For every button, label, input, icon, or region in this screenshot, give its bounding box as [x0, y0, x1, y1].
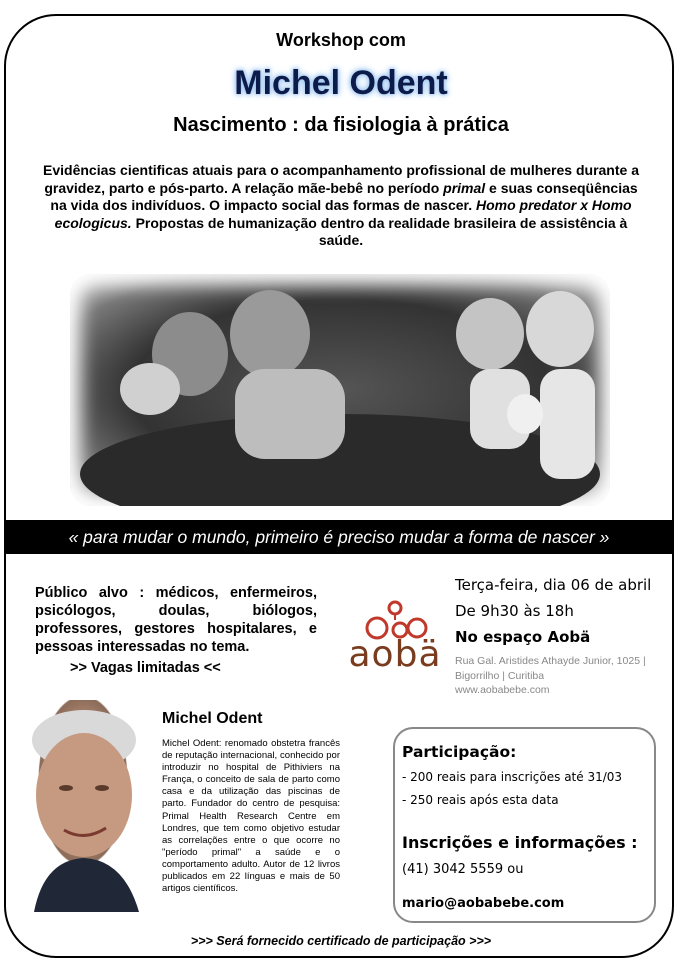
phone-number[interactable]: (41) 3042 5559 ou: [402, 862, 524, 877]
page-title: Michel Odent: [234, 64, 448, 102]
birth-photo: [70, 274, 610, 506]
intro-italic-1: primal: [443, 179, 486, 196]
bio-name: Michel Odent: [162, 710, 263, 727]
pre-title: Workshop com: [276, 30, 406, 50]
intro-paragraph: [36, 162, 646, 250]
event-date: Terça-feira, dia 06 de abril: [455, 576, 652, 594]
intro-text-2: e suas conseqüências na vida dos indivíduos. O impacto social das formas de nascer.: [50, 179, 638, 213]
target-audience: Público alvo : médicos, enfermeiros, psicólogos, doulas, biólogos, professores, gestores hospitalares, e pessoas interessadas no tema.: [35, 585, 317, 655]
certificate-note: >>> Será fornecido certificado de participação >>>: [190, 934, 492, 948]
intro-italic-2: Homo predator x Homo ecologicus.: [54, 197, 632, 231]
birth-photo-illustration: [70, 274, 610, 506]
event-venue: No espaço Aobä: [455, 628, 591, 646]
quote-banner: « para mudar o mundo, primeiro é preciso mudar a forma de nascer »: [6, 520, 672, 554]
bio-text: Michel Odent: renomado obstetra francês de reputação internacional, conhecido por introduzir no hospital de Pithiviers na França, o conceito de sala de parto como casa e da utilização das piscinas de parto. Fundador do centro de pesquisa: Primal Health Research Centre em Londres, que tem como objetivo estudar as correlações entre o que ocorre no "período primal" a saúde e o comportamento adulto. Autor de 12 livros publicados em 22 línguas e mais de 50 artigos científicos.: [162, 738, 340, 895]
portrait-illustration: [14, 700, 152, 912]
aoba-logo-text: aobä: [348, 634, 442, 675]
intro-text-3: Propostas de humanização dentro da realidade brasileira de assistência à saúde.: [131, 214, 628, 248]
info-heading: Inscrições e informações :: [402, 833, 638, 852]
participation-heading: Participação:: [402, 743, 517, 761]
aoba-logo: [345, 598, 445, 676]
intro-text-1: Evidências cientificas atuais para o acompanhamento profissional de mulheres durante a gravidez, parto e pós-parto. A relação mãe-bebê no período: [43, 162, 639, 196]
contact-email[interactable]: mario@aobabebe.com: [402, 896, 565, 911]
price-early: - 200 reais para inscrições até 31/03: [402, 770, 623, 784]
limited-spots: >> Vagas limitadas <<: [70, 660, 221, 676]
price-late: - 250 reais após esta data: [402, 793, 559, 807]
event-address: Rua Gal. Aristides Athayde Junior, 1025 | Bigorrilho | Curitiba: [455, 655, 646, 682]
event-website[interactable]: www.aobabebe.com: [455, 684, 550, 696]
event-time: De 9h30 às 18h: [455, 602, 574, 620]
michel-odent-portrait: [14, 700, 152, 912]
subtitle: Nascimento : da fisiologia à prática: [173, 114, 509, 136]
